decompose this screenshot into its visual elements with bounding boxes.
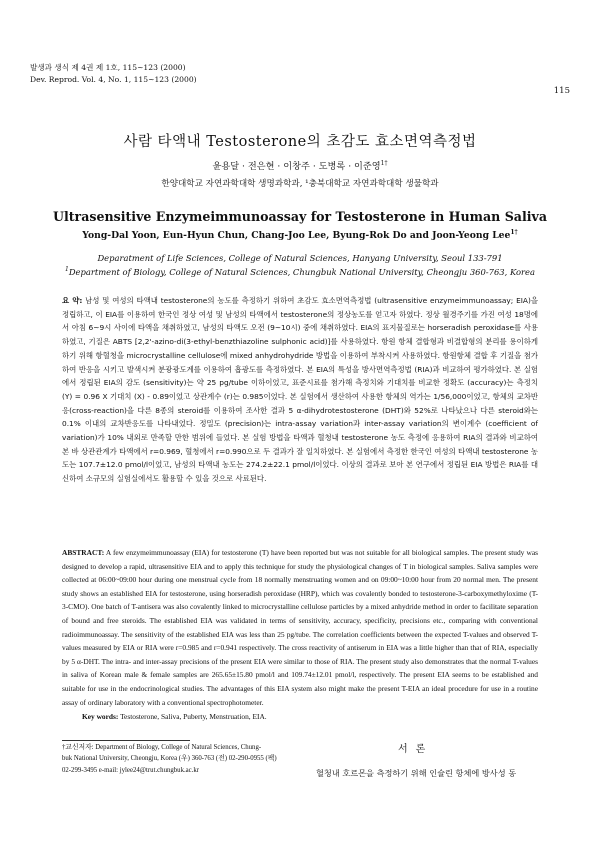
english-affiliation-2-text: Department of Biology, College of Natural Sciences, Chungbuk National University, Cheongju 360-763, Korea <box>68 267 535 277</box>
korean-authors <box>0 158 600 172</box>
footnote-line-2: buk National University, Cheongju, Korea (우) 360-763 (전) 02-290-0955 (팩) <box>62 755 277 763</box>
english-affiliation-2 <box>0 267 600 277</box>
keywords-text: Testosterone, Saliva, Puberty, Menstruation, EIA. <box>120 712 267 721</box>
english-abstract <box>62 546 538 709</box>
korean-abstract-label: 요 약: <box>62 296 83 305</box>
journal-header <box>30 62 197 86</box>
korean-abstract <box>62 294 538 486</box>
footnote-divider <box>62 740 190 741</box>
korean-title: 사람 타액내 Testosterone의 초감도 효소면역측정법 <box>123 134 477 150</box>
body-text-first-line: 혈청내 호르몬을 측정하기 위해 인슐린 항체에 방사성 동 <box>316 768 517 778</box>
korean-affiliations: 한양대학교 자연과학대학 생명과학과, ¹충북대학교 자연과학대학 생물학과 <box>161 179 439 189</box>
english-author-names: Yong-Dal Yoon, Eun-Hyun Chun, Chang-Joo Lee, Byung-Rok Do and Joon-Yeong Lee <box>82 230 511 241</box>
english-author-marks: 1† <box>510 228 518 236</box>
page-number: 115 <box>553 86 570 96</box>
korean-author-names: 윤용달 · 전은현 · 이창주 · 도병록 · 이준영 <box>212 161 381 172</box>
english-abstract-text: A few enzymeimmunoassay (EIA) for testosterone (T) have been reported but was not suitable for all biological samples. The present study was designed to develop a rapid, ultrasensitive EIA and to apply this technique for study the physiological changes of T in biological samples. Saliva samples were collected at 06:00~09:00 hour during one menstrual cycle from 18 normally menstruating women and on 09:00~10:00 hour from 20 normal men. The present study shows an established EIA for testosterone, using horseradish peroxidase (HRP), which was covalently bonded to testosterone-3-carboxymethyloxime (T-3-CMO). One batch of T-antisera was also covalently linked to microcrystalline cellulose particles by a mixed anhydride method in order to facilitate separation of bound and free steroids. The established EIA was validated in terms of sensitivity, accuracy, specificity, precisions etc., comparing with conventional radioimmunoassay. The sensitivity of the established EIA was less than 25 pg/tube. The correlation coefficients between the expected T-values and observed T-values measured by EIA or RIA were r=0.985 and r=0.941 respectively. The cross reactivity of antiserum in EIA was a little higher than that of RIA, especially by 5 α-DHT. The intra- and inter-assay precisions of the present EIA were similar to those of RIA. The present study also demonstrates that the normal T-values in saliva of Korean male & female samples are 265.65±15.80 pmol/l and 109.74±12.01 pmol/l, respectively. The present EIA seems to be established and suitable for use in the endocrinological studies. The advantages of this EIA system also might make the present T-EIA an ideal procedure for use in a routine assay of ordinary laboratory with a conventional spectrophotometer. <box>62 548 538 707</box>
english-affiliation-1: Deparatment of Life Sciences, College of Natural Sciences, Hanyang University, Seoul 133-791 <box>97 253 503 263</box>
english-title: Ultrasensitive Enzymeimmunoassay for Testosterone in Human Saliva <box>52 209 548 224</box>
journal-citation-ko: 발생과 생식 제 4권 제 1호, 115~123 (2000) <box>30 63 186 72</box>
english-abstract-label: ABSTRACT: <box>62 548 105 557</box>
keywords-label: Key words: <box>82 712 119 721</box>
korean-abstract-text: 남성 및 여성의 타액내 testosterone의 농도를 측정하기 위하여 초감도 효소면역측정법 (ultrasensitive enzymeimmunoassay; EIA)을 정립하고, 이 EIA를 이용하여 한국인 정상 여성 및 남성의 타액에서 testosterone의 정상농도를 얻고자 하였다. 정상 월경주기를 가진 여성 18명에서 아침 6~9시 사이에 타액을 채취하였고, 남성의 타액도 오전 (9~10시) 중에 채취하였다. EIA의 표지물질로는 horseradish peroxidase를 사용하였고, 기질은 ABTS [2,2'-azino-di(3-ethyl-benzthiazoline sulphonic acid)]를 사용하였다. 항원 항체 결합형과 비결합형의 분리를 용이하게 하기 위해 항혈청을 microcrystalline cellulose에 mixed anhydrohydride 방법을 이용하여 부착시켜 사용하였다. 항원항체 결합 후 기질을 첨가하여 반응을 시키고 발색시켜 분광광도계를 이용하여 흡광도를 측정하였다. 본 EIA의 특성을 방사면역측정법 (RIA)과 비교하여 평가하였다. 본 실험에서 정립된 EIA의 감도 (sensitivity)는 약 25 pg/tube 이하이었고, 표준시료를 첨가해 측정치와 기대치를 비교한 정확도 (accuracy)는 측정치 (Y) = 0.96 X 기대치 (X) - 0.89이었고 상관계수 (r)는 0.985이었다. 본 실험에서 생산하여 사용한 항체의 역가는 1/56,000이었고, 항체의 교차반응(cross-reaction)을 다른 8종의 steroid를 이용하여 조사한 결과 5 α-dihydrotestosterone (DHT)와 52%로 나타났으나 다른 steroid와는 0.1% 이내의 교차반응도를 나타내었다. 정밀도 (precision)는 intra-assay variation과 inter-assay variation의 변이계수 (coefficient of variation)가 10% 내외로 만족할 만한 범위에 들었다. 본 실험 방법을 타액과 혈청내 testosterone 농도 측정에 응용하여 RIA의 결과와 비교하여 본 바 상관관계가 타액에서 r=0.969, 혈청에서 r=0.990으로 두 결과가 잘 일치하였다. 본 실험에서 측정한 한국인 여성의 타액내 testosterone 농도는 107.7±12.0 pmol/l이었고, 남성의 타액내 농도는 274.2±22.1 pmol/l이었다. 이상의 결과로 보아 본 연구에서 정립된 EIA 방법은 RIA를 대신하여 소규모의 실험실에서도 활용할 수 있을 것으로 사료된다. <box>62 296 538 484</box>
corresponding-author-footnote <box>62 742 322 776</box>
journal-citation-en: Dev. Reprod. Vol. 4, No. 1, 115~123 (2000) <box>30 75 197 84</box>
footnote-line-1: †교신저자: Department of Biology, College of Natural Sciences, Chung- <box>62 744 262 751</box>
affiliation-mark: 1 <box>65 266 69 274</box>
english-authors <box>0 230 600 241</box>
keywords <box>82 712 267 721</box>
section-heading-introduction: 서론 <box>398 744 434 755</box>
footnote-line-3: 02-299-3495 e-mail: jylee24@trut.chungbuk.ac.kr <box>62 766 200 774</box>
korean-author-marks: 1† <box>380 159 388 167</box>
